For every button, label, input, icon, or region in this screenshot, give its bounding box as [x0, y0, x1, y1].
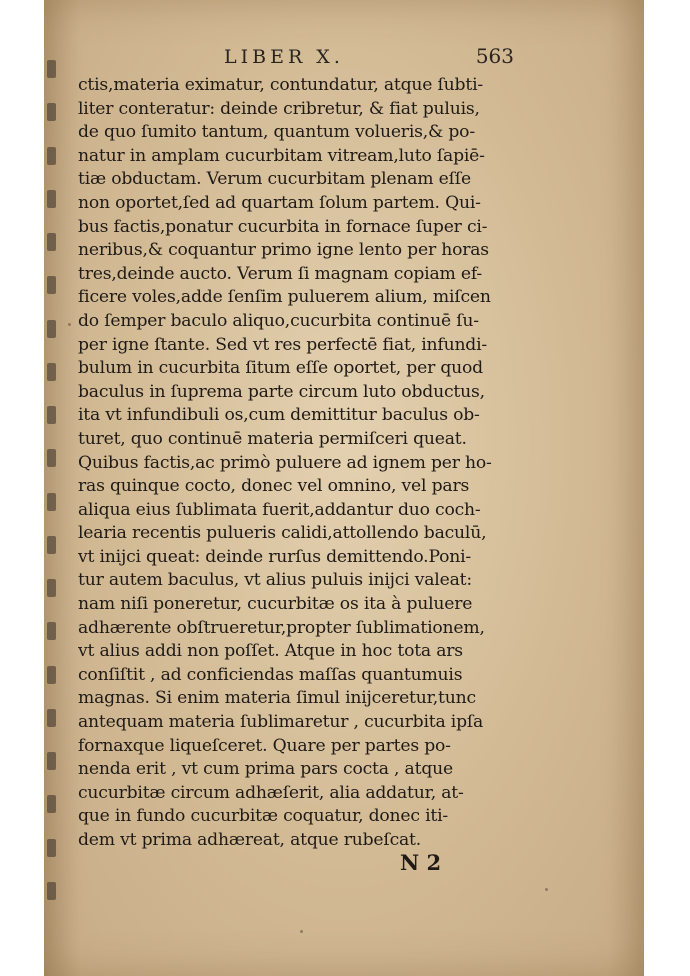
- signature-mark: N 2: [400, 850, 442, 875]
- gutter-mark: [47, 795, 56, 813]
- text-line: liter conteratur: deinde cribretur, & fiat puluis,: [78, 98, 480, 119]
- text-line: baculus in ſuprema parte circum luto obductus,: [78, 381, 485, 402]
- gutter-mark: [47, 579, 56, 597]
- paper-speck: [300, 930, 303, 933]
- gutter-mark: [47, 276, 56, 294]
- page-number: 563: [475, 44, 514, 68]
- gutter-mark: [47, 449, 56, 467]
- gutter-mark: [47, 190, 56, 208]
- gutter-mark: [47, 752, 56, 770]
- body-text: [78, 74, 518, 853]
- text-line: magnas. Si enim materia ſimul inijceretur,tunc: [78, 688, 476, 709]
- text-line: neribus,& coquantur primo igne lento per horas: [78, 240, 489, 261]
- gutter-mark: [47, 363, 56, 381]
- paper-speck: [68, 323, 71, 326]
- gutter-mark: [47, 839, 56, 857]
- text-line: adhærente obſtrueretur,propter ſublimationem,: [78, 617, 485, 638]
- text-line: do ſemper baculo aliquo,cucurbita continuē ſu-: [78, 310, 479, 331]
- gutter-mark: [47, 103, 56, 121]
- text-line: tiæ obductam. Verum cucurbitam plenam eſſe: [78, 169, 471, 190]
- text-line: bus factis,ponatur cucurbita in fornace ſuper ci-: [78, 216, 488, 237]
- text-line: ctis,materia eximatur, contundatur, atque ſubti-: [78, 75, 483, 95]
- gutter-mark: [47, 666, 56, 684]
- text-line: per igne ſtante. Sed vt res perfectē fiat, infundi-: [78, 334, 488, 355]
- text-line: learia recentis pulueris calidi,attollendo baculū,: [78, 523, 487, 544]
- text-line: antequam materia ſublimaretur , cucurbita ipſa: [78, 712, 484, 733]
- text-line: aliqua eius ſublimata fuerit,addantur duo coch-: [78, 499, 481, 520]
- text-line: conſiſtit , ad conficiendas maſſas quantumuis: [78, 664, 463, 685]
- text-line: tur autem baculus, vt alius puluis inijci valeat:: [78, 570, 472, 591]
- gutter-mark: [47, 233, 56, 251]
- text-line: cucurbitæ circum adhæſerit, alia addatur, at-: [78, 782, 464, 803]
- text-line: nam niſi poneretur, cucurbitæ os ita à puluere: [78, 594, 473, 615]
- gutter-mark: [47, 882, 56, 900]
- text-line: que in fundo cucurbitæ coquatur, donec iti-: [78, 806, 448, 827]
- text-line: vt inijci queat: deinde rurſus demittendo.Poni-: [78, 546, 472, 567]
- gutter-mark: [47, 147, 56, 165]
- gutter-mark: [47, 60, 56, 78]
- gutter-mark: [47, 320, 56, 338]
- text-line: ita vt infundibuli os,cum demittitur baculus ob-: [78, 405, 480, 426]
- text-line: non oportet,ſed ad quartam ſolum partem. Qui-: [78, 192, 481, 213]
- text-line: dem vt prima adhæreat, atque rubeſcat.: [78, 830, 422, 850]
- text-line: natur in amplam cucurbitam vitream,luto ſapiē-: [78, 145, 485, 166]
- binding-gutter: [44, 60, 58, 900]
- text-line: bulum in cucurbita ſitum eſſe oportet, per quod: [78, 358, 483, 379]
- text-line: vt alius addi non poſſet. Atque in hoc tota ars: [78, 641, 463, 662]
- text-line: ras quinque cocto, donec vel omnino, vel pars: [78, 476, 470, 497]
- text-line: tres,deinde aucto. Verum ſi magnam copiam ef-: [78, 263, 482, 284]
- text-line: Quibus factis,ac primò puluere ad ignem per ho-: [78, 452, 492, 473]
- text-line: ficere voles,adde ſenſim puluerem alium, miſcen: [78, 287, 491, 308]
- gutter-mark: [47, 406, 56, 424]
- text-line: nenda erit , vt cum prima pars cocta , atque: [78, 759, 453, 780]
- text-line: de quo ſumito tantum, quantum volueris,& po-: [78, 122, 475, 143]
- gutter-mark: [47, 709, 56, 727]
- text-line: turet, quo continuē materia permiſceri queat.: [78, 428, 467, 449]
- running-head: LIBER X.: [224, 46, 344, 68]
- page-header: [78, 44, 514, 74]
- paper-speck: [545, 888, 548, 891]
- gutter-mark: [47, 493, 56, 511]
- text-line: fornaxque liqueſceret. Quare per partes po-: [78, 735, 451, 756]
- gutter-mark: [47, 622, 56, 640]
- gutter-mark: [47, 536, 56, 554]
